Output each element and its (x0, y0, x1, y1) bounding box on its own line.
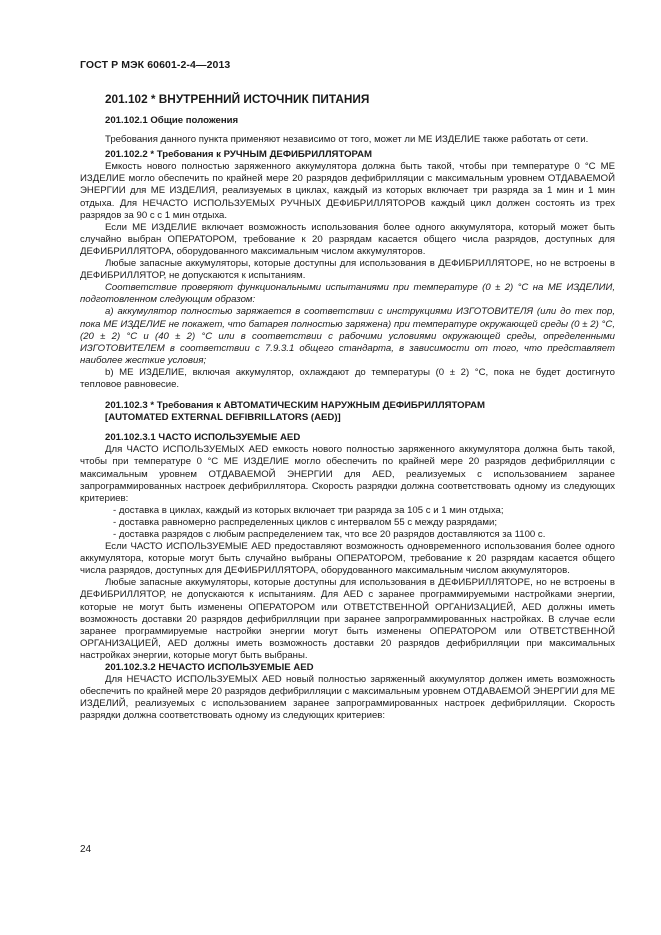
section-title-201-102: 201.102 * ВНУТРЕННИЙ ИСТОЧНИК ПИТАНИЯ (105, 92, 370, 106)
list-item: - доставка разрядов с любым распределением так, что все 20 разрядов доставляются за 1100 с. (113, 529, 546, 540)
list-item: - доставка равномерно распределенных циклов с интервалом 55 с между разрядами; (113, 516, 498, 528)
compliance-item-b: b) МЕ ИЗДЕЛИЕ, включая аккумулятор, охлаждают до температуры (0 ± 2) °С, пока не будет достигнуто тепловое равновесие. (80, 366, 615, 390)
page-number: 24 (80, 844, 92, 855)
standard-header: ГОСТ Р МЭК 60601-2-4—2013 (80, 59, 231, 71)
paragraph: Требования данного пункта применяют независимо от того, может ли МЕ ИЗДЕЛИЕ также работать от сети. (105, 134, 589, 146)
list-item: - доставка в циклах, каждый из которых включает три разряда за 105 с и 1 мин отдыха; (113, 504, 504, 516)
paragraph: Для ЧАСТО ИСПОЛЬЗУЕМЫХ AED емкость нового полностью заряженного аккумулятора должна быть такой, чтобы при температуре 0 °С МЕ ИЗДЕЛИЕ могло обеспечить по крайней мере 20 разрядов дефибрилляции с максимальным уровнем ОТДАВАЕМОЙ ЭНЕРГИИ для AED, реализуемых с использованием заранее запрограммированных настроек дефибриллятора. Скорость разрядки должна соответствовать одному из следующих критериев: (80, 444, 615, 504)
document-body (80, 92, 615, 723)
subsection-title-201-102-3-2: 201.102.3.2 НЕЧАСТО ИСПОЛЬЗУЕМЫЕ AED (105, 662, 314, 674)
paragraph: Емкость нового полностью заряженного аккумулятора должна быть такой, чтобы при температуре 0 °С МЕ ИЗДЕЛИЕ могло обеспечить по крайней мере 20 разрядов дефибрилляции с максимальным уровнем ОТДАВАЕМОЙ ЭНЕРГИИ для МЕ ИЗДЕЛИЯ, реализуемых в циклах, каждый из которых включает три разряда за 1 мин и 1 мин отдыха. Для НЕЧАСТО ИСПОЛЬЗУЕМЫХ РУЧНЫХ ДЕФИБРИЛЛЯТОРОВ каждый цикл должен состоять из трех разрядов за 90 с с 1 мин отдыха. (80, 161, 615, 221)
paragraph: Если ЧАСТО ИСПОЛЬЗУЕМЫЕ AED предоставляют возможность одновременного использования более одного аккумулятора, которые могут быть случайно выбраны ОПЕРАТОРОМ, требование к 20 разрядам касается общего числа разрядов, доступных для ДЕФИБРИЛЛЯТОРА, оборудованного максимальным числом аккумуляторов. (80, 541, 615, 577)
subsection-title-201-102-2: 201.102.2 * Требования к РУЧНЫМ ДЕФИБРИЛЛЯТОРАМ (105, 149, 373, 161)
compliance-item-a: a) аккумулятор полностью заряжается в соответствии с инструкциями ИЗГОТОВИТЕЛЯ (или до тех пор, пока МЕ ИЗДЕЛИЕ не покажет, что батарея полностью заряжена) при температуре окружающей среды (0 ± 2) °С, (20 ± 2) °С и (40 ± 2) °С или в соответствии с рабочими условиями окружающей среды, определенными ИЗГОТОВИТЕЛЕМ в соответствии с 7.9.3.1 общего стандарта, в зависимости от того, что представляет наиболее жесткие условия; (80, 306, 615, 366)
paragraph: Любые запасные аккумуляторы, которые доступны для использования в ДЕФИБРИЛЛЯТОРЕ, но не встроены в ДЕФИБРИЛЛЯТОР, не допускаются к испытаниям. Для AED с заранее программируемыми настройками энергии, которые не могут быть изменены ОПЕРАТОРОМ или ОТВЕТСТВЕННОЙ ОРГАНИЗАЦИЕЙ, AED должны иметь возможность доставки 20 разрядов дефибрилляции при заранее запрограммированных настройках. В случае если заранее программируемые настройки энергии могут быть изменены ОПЕРАТОРОМ или ОТВЕТСТВЕННОЙ ОРГАНИЗАЦИЕЙ, AED должны иметь возможность доставки 20 разрядов дефибрилляции при максимальных настройках энергии, которые могут быть выбраны. (80, 577, 615, 661)
compliance-paragraph: Соответствие проверяют функциональными испытаниями при температуре (0 ± 2) °С на МЕ ИЗДЕЛИИ, подготовленном следующим образом: (80, 282, 615, 306)
subsection-title-201-102-3-1: 201.102.3.1 ЧАСТО ИСПОЛЬЗУЕМЫЕ AED (105, 432, 301, 444)
subsection-title-201-102-3-en: [AUTOMATED EXTERNAL DEFIBRILLATORS (AED)] (105, 412, 341, 424)
subsection-title-201-102-3: 201.102.3 * Требования к АВТОМАТИЧЕСКИМ НАРУЖНЫМ ДЕФИБРИЛЛЯТОРАМ (105, 400, 486, 412)
paragraph: Для НЕЧАСТО ИСПОЛЬЗУЕМЫХ AED новый полностью заряженный аккумулятор должен иметь возможность обеспечить по крайней мере 20 разрядов дефибрилляции с максимальным уровнем ОТДАВАЕМОЙ ЭНЕРГИИ для МЕ ИЗДЕЛИЙ, реализуемых с использованием заранее запрограммированных настроек дефибрилляции. Скорость разрядки должна соответствовать одному из следующих критериев: (80, 674, 615, 722)
subsection-title-201-102-1: 201.102.1 Общие положения (105, 115, 239, 126)
paragraph: Любые запасные аккумуляторы, которые доступны для использования в ДЕФИБРИЛЛЯТОРЕ, но не встроены в ДЕФИБРИЛЛЯТОР, не допускаются к испытаниям. (80, 258, 615, 282)
paragraph: Если МЕ ИЗДЕЛИЕ включает возможность использования более одного аккумулятора, который может быть случайно выбран ОПЕРАТОРОМ, требование к 20 разрядам касается общего числа разрядов, доступных для ДЕФИБРИЛЛЯТОРА, оборудованного максимальным числом аккумуляторов. (80, 221, 615, 257)
